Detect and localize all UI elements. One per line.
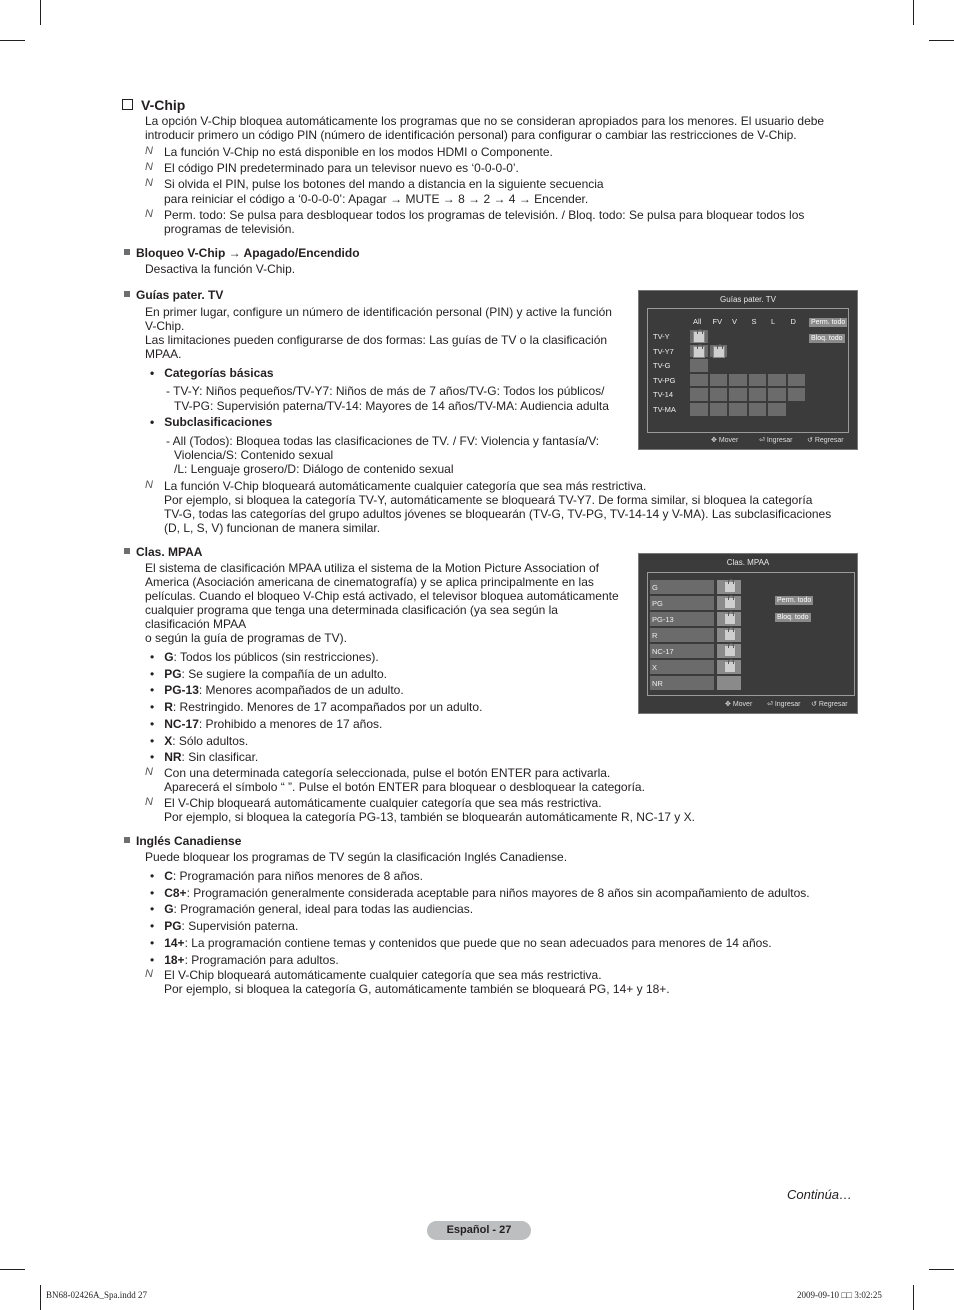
subsection-title: Guías pater. TV	[136, 288, 224, 302]
lock-icon	[693, 331, 705, 343]
paragraph-line: Violencia/S: Contenido sexual	[174, 448, 334, 462]
note-text: Con una determinada categoría seleccionada, pulse el botón ENTER para activarla.	[164, 766, 611, 780]
mpaa-list-item: • NC-17: Prohibido a menores de 17 años.	[150, 716, 383, 731]
return-icon: ↺	[807, 437, 813, 444]
paragraph-line: - TV-Y: Niños pequeños/TV-Y7: Niños de más de 7 años/TV-G: Todos los públicos/	[166, 384, 605, 398]
enter-icon: ⏎	[759, 437, 765, 444]
note-text: (D, L, S, V) funcionan de manera similar.	[164, 521, 381, 535]
note-icon: N	[145, 208, 153, 220]
square-bullet-icon	[124, 291, 130, 297]
canadian-list-item: • PG: Supervisión paterna.	[150, 919, 299, 934]
rating-row-label: TV-G	[653, 361, 671, 371]
note-text: La función V-Chip no está disponible en los modos HDMI o Componente.	[164, 145, 553, 159]
mpaa-list-item: • NR: Sin clasificar.	[150, 750, 259, 765]
note-icon: N	[145, 177, 153, 189]
lock-icon	[693, 346, 705, 358]
paragraph-line: America (Asociación americana de cinematografía) y se aplica principalmente en las	[145, 575, 594, 589]
mpaa-screen	[638, 553, 858, 714]
note-text: programas de televisión.	[164, 222, 295, 236]
subsection-title: Inglés Canadiense	[136, 834, 242, 848]
crop-mark	[40, 1285, 41, 1310]
note-icon: N	[145, 796, 153, 808]
paragraph-line: TV-PG: Supervisión paterna/TV-14: Mayores de 14 años/TV-MA: Audiencia adulta	[174, 399, 609, 413]
note-text: El V-Chip bloqueará automáticamente cualquier categoría que sea más restrictiva.	[164, 968, 602, 982]
mpaa-lock-cell[interactable]	[716, 675, 742, 691]
note-text: La función V-Chip bloqueará automáticamente cualquier categoría que sea más restrictiva.	[164, 479, 647, 493]
rating-cell[interactable]	[787, 373, 807, 388]
mpaa-row-label: PG	[652, 599, 663, 608]
print-slug-left: BN68-02426A_Spa.indd 27	[46, 1290, 147, 1300]
rating-cell[interactable]	[748, 373, 768, 388]
column-header: FV	[712, 317, 723, 326]
page-number-badge: Español - 27	[427, 1221, 531, 1240]
note-text: Aparecerá el símbolo “ ”. Pulse el botón ENTER para bloquear o desbloquear la categoría.	[164, 780, 645, 794]
mpaa-row[interactable]	[649, 579, 715, 595]
rating-cell[interactable]	[728, 373, 748, 388]
paragraph-line: /L: Lenguaje grosero/D: Diálogo de contenido sexual	[174, 462, 454, 476]
note-text: Si olvida el PIN, pulse los botones del mando a distancia en la siguiente secuencia	[164, 177, 604, 191]
subsection-heading	[124, 288, 223, 302]
note-icon: N	[145, 161, 153, 173]
intro-line: La opción V-Chip bloquea automáticamente los programas que no se consideran apropiados para los menores. El usuario debe	[145, 114, 825, 128]
enter-icon: ⏎	[767, 701, 773, 708]
crop-mark	[0, 40, 25, 41]
subsection-title: Bloqueo V-Chip → Apagado/Encendido	[136, 246, 360, 260]
rating-cell[interactable]	[748, 402, 768, 417]
paragraph-line: El sistema de clasificación MPAA utiliza el sistema de la Motion Picture Association of	[145, 561, 599, 575]
block-all-button[interactable]: Bloq. todo	[811, 335, 843, 342]
rating-row-label: TV-MA	[653, 405, 676, 414]
rating-cell[interactable]	[767, 373, 787, 388]
note-text: Por ejemplo, si bloquea la categoría PG-13, también se bloquearán automáticamente R, NC-17 y X.	[164, 810, 695, 824]
rating-cell[interactable]	[767, 387, 787, 402]
bullet-heading: • Subclasificaciones	[150, 415, 273, 429]
paragraph-line: o según la guía de programas de TV).	[145, 631, 347, 645]
note-text: Por ejemplo, si bloquea la categoría TV-Y, automáticamente se bloqueará TV-Y7. De forma similar, si bloquea la categoría	[164, 493, 813, 507]
mpaa-row-label: PG-13	[652, 615, 674, 624]
move-icon: ✥	[725, 701, 731, 708]
rating-cell[interactable]	[728, 387, 748, 402]
mpaa-list-item: • G: Todos los públicos (sin restricciones).	[150, 650, 379, 664]
footer-label: Regresar	[814, 437, 844, 444]
mpaa-row-label: X	[652, 663, 658, 672]
tv-guide-screen	[638, 290, 858, 450]
paragraph-line: En primer lugar, configure un número de identificación personal (PIN) y active la función	[145, 305, 612, 319]
mpaa-list-item: • PG: Se sugiere la compañía de un adulto.	[150, 666, 388, 681]
subsection-desc: Puede bloquear los programas de TV según la clasificación Inglés Canadiense.	[145, 850, 568, 864]
rating-cell[interactable]	[728, 402, 748, 417]
note-icon: N	[145, 145, 153, 157]
perm-all-button[interactable]: Perm. todo	[777, 597, 812, 604]
bullet-title: Subclasificaciones	[164, 415, 273, 429]
rating-cell[interactable]	[709, 387, 729, 402]
rating-cell[interactable]	[767, 402, 787, 417]
return-icon: ↺	[811, 701, 817, 708]
column-header: L	[771, 317, 776, 326]
mpaa-row[interactable]	[649, 627, 715, 643]
square-bullet-icon	[124, 548, 130, 554]
canadian-list-item: • 18+: Programación para adultos.	[150, 952, 339, 967]
mpaa-row[interactable]	[649, 659, 715, 675]
bullet-title: Categorías básicas	[164, 366, 274, 380]
rating-row-label: TV-Y7	[653, 346, 674, 356]
subsection-heading	[124, 246, 360, 260]
footer-enter	[759, 436, 793, 444]
footer-label: Regresar	[818, 701, 848, 708]
perm-all-button[interactable]: Perm. todo	[811, 319, 846, 326]
lock-icon	[713, 346, 725, 358]
subsection-title: Clas. MPAA	[136, 545, 203, 559]
footer-move	[725, 700, 752, 708]
section-title: V-Chip	[141, 97, 186, 113]
paragraph-line: cualquier programa que tenga una determinada clasificación (ya sea según la	[145, 603, 558, 617]
paragraph-line: MPAA.	[145, 347, 182, 361]
crop-mark	[929, 40, 954, 41]
rating-cell[interactable]	[689, 358, 709, 373]
rating-cell[interactable]	[689, 402, 709, 417]
rating-cell[interactable]	[748, 387, 768, 402]
paragraph-line: Las limitaciones pueden configurarse de dos formas: Las guías de TV o la clasificación	[145, 333, 608, 347]
note-text: El V-Chip bloqueará automáticamente cualquier categoría que sea más restrictiva.	[164, 796, 602, 810]
rating-row-label: TV-14	[653, 390, 674, 400]
footer-label: Mover	[732, 701, 753, 708]
canadian-list-item: • C: Programación para niños menores de 8 años.	[150, 869, 424, 883]
mpaa-list-item: • X: Sólo adultos.	[150, 733, 249, 748]
column-header: S	[751, 317, 757, 326]
footer-return	[807, 436, 844, 444]
section-heading	[122, 97, 185, 113]
footer-label: Mover	[718, 437, 739, 444]
footer-label: Ingresar	[766, 437, 793, 444]
bullet-heading: • Categorías básicas	[150, 366, 274, 380]
rating-cell[interactable]	[689, 373, 709, 388]
mpaa-list-item: • PG-13: Menores acompañados de un adulto.	[150, 683, 404, 698]
canadian-list-item: • G: Programación general, ideal para todas las audiencias.	[150, 902, 474, 917]
footer-enter	[767, 700, 801, 708]
square-bullet-icon	[124, 249, 130, 255]
continues-label: Continúa…	[787, 1187, 853, 1202]
column-header: D	[790, 317, 796, 326]
rating-cell[interactable]	[787, 387, 807, 402]
paragraph-line: películas. Cuando el bloqueo V-Chip está activado, el televisor bloquea automáticamente	[145, 589, 619, 603]
paragraph-line: clasificación MPAA	[145, 617, 247, 631]
canadian-list-item: • 14+: La programación contiene temas y contenidos que puede que no sean adecuados para menores de 14 años.	[150, 935, 772, 950]
square-bullet-icon	[124, 837, 130, 843]
column-header: V	[732, 317, 738, 326]
lock-icon	[724, 581, 736, 593]
rating-cell[interactable]	[709, 402, 729, 417]
crop-mark	[913, 0, 914, 25]
subsection-desc: Desactiva la función V-Chip.	[145, 262, 296, 276]
mpaa-row-label: G	[652, 583, 658, 592]
move-icon: ✥	[711, 437, 717, 444]
note-text: El código PIN predeterminado para un televisor nuevo es ‘0-0-0-0’.	[164, 161, 519, 175]
screen-title: Clas. MPAA	[726, 558, 770, 567]
rating-row-label: TV-Y	[653, 332, 670, 341]
lock-icon	[724, 661, 736, 673]
note-icon: N	[145, 968, 153, 980]
lock-icon	[724, 613, 736, 625]
rating-cell[interactable]	[689, 387, 709, 402]
lock-icon	[724, 629, 736, 641]
crop-mark	[929, 1269, 954, 1270]
crop-mark	[913, 1285, 914, 1310]
mpaa-row-label: NR	[652, 679, 663, 688]
print-slug-right: 2009-09-10 □□ 3:02:25	[797, 1290, 882, 1300]
column-header: All	[693, 317, 702, 326]
rating-cell[interactable]	[709, 373, 729, 388]
crop-mark	[0, 1269, 25, 1270]
checkbox-icon	[122, 99, 133, 110]
lock-icon	[724, 597, 736, 609]
subsection-heading	[124, 545, 202, 559]
footer-label: Ingresar	[774, 701, 801, 708]
note-text: Por ejemplo, si bloquea la categoría G, automáticamente también se bloqueará PG, 14+ y 18+.	[164, 982, 670, 996]
screen-title: Guías pater. TV	[720, 295, 776, 304]
intro-line: introducir primero un código PIN (número de identificación personal) para configurar o cambiar las restricciones de V-Chip.	[145, 128, 797, 142]
subsection-heading	[124, 834, 241, 848]
rating-row-label: TV-PG	[653, 375, 676, 385]
footer-return	[811, 700, 848, 708]
note-text: TV-G, todas las categorías del grupo adultos jóvenes se bloquearán (TV-G, TV-PG, TV-14-14 y V-MA). Las subclasificaciones	[164, 507, 832, 521]
lock-icon	[724, 645, 736, 657]
paragraph-line: - All (Todos): Bloquea todas las clasificaciones de TV. / FV: Violencia y fantasía/V:	[166, 434, 600, 448]
crop-mark	[40, 0, 41, 25]
mpaa-row-label: R	[652, 631, 658, 640]
paragraph-line: V-Chip.	[145, 319, 185, 333]
note-icon: N	[145, 479, 153, 491]
note-text: para reiniciar el código a ‘0-0-0-0’: Apagar → MUTE → 8 → 2 → 4 → Encender.	[164, 192, 589, 206]
note-icon: N	[145, 766, 153, 778]
note-text: Perm. todo: Se pulsa para desbloquear todos los programas de televisión. / Bloq. todo: Se pulsa para bloquear todos los	[164, 208, 805, 222]
canadian-list-item: • C8+: Programación generalmente considerada aceptable para niños mayores de 8 años sin acompañamiento de adultos.	[150, 885, 810, 900]
mpaa-list-item: • R: Restringido. Menores de 17 acompañados por un adulto.	[150, 700, 483, 715]
footer-move	[711, 436, 738, 444]
block-all-button[interactable]: Bloq. todo	[777, 614, 809, 621]
mpaa-row-label: NC-17	[652, 647, 674, 656]
